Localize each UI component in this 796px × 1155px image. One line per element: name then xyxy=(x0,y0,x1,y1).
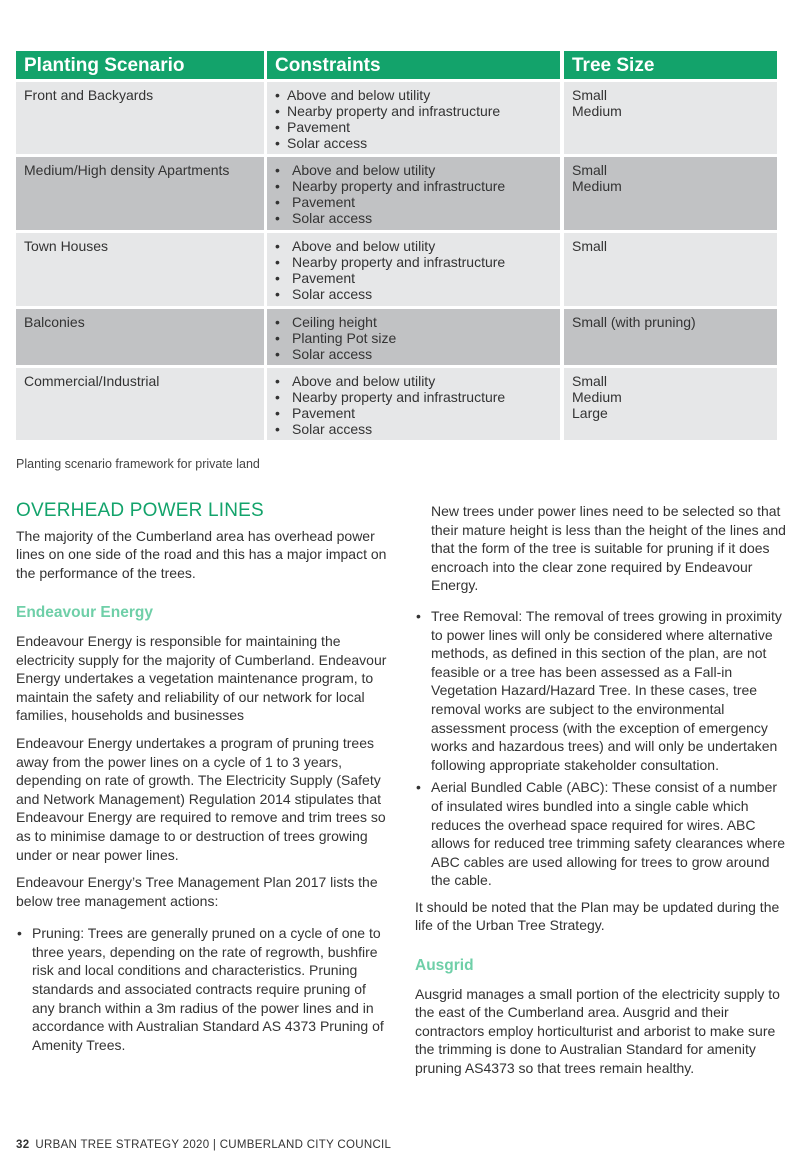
tree-size-cell xyxy=(564,233,777,306)
left-column xyxy=(16,502,388,1054)
page-footer xyxy=(16,1139,391,1151)
scenario-cell: Commercial/Industrial xyxy=(16,368,264,440)
tree-size-cell xyxy=(564,368,777,440)
constraint-item: • Solar access xyxy=(275,135,552,151)
tree-size-value: Small (with pruning) xyxy=(572,314,696,330)
constraint-item: • Pavement xyxy=(275,194,552,210)
list-item-tree-removal: • Tree Removal: The removal of trees growing in proximity to power lines will only be considered where alternative methods, as defined in this section of the plan, are not feasible or a tree has been assessed as a Fall-in Vegetation Hazard/Hazard Tree. In these cases, tree removal works are subject to the environmental assessment process (with the exception of emergency works and hazardous trees) and will only be undertaken following appropriate stakeholder consultation. xyxy=(415,607,787,774)
constraint-item: • Nearby property and infrastructure xyxy=(275,389,552,405)
constraint-item: • Solar access xyxy=(275,286,552,302)
paragraph: Endeavour Energy’s Tree Management Plan 2017 lists the below tree management actions: xyxy=(16,874,378,909)
actions-list-continued xyxy=(415,607,787,890)
scenario-cell: Medium/High density Apartments xyxy=(16,157,264,230)
continued-paragraph: New trees under power lines need to be selected so that their mature height is less than the height of the lines and that the form of the tree is suitable for pruning if it does encroach into the clear zone required by Endeavour Energy. xyxy=(431,503,786,594)
list-item-pruning: • Pruning: Trees are generally pruned on a cycle of one to three years, depending on the rate of regrowth, bushfire risk and local conditions and characteristics. Pruning standards and associated contracts require pruning of any branch within a 3m radius of the power lines and in accordance with Australian Standard AS 4373 Pruning of Amenity Trees. xyxy=(16,924,388,1054)
header-constraints: Constraints xyxy=(267,51,560,79)
constraint-item: • Solar access xyxy=(275,346,552,362)
footer-title: URBAN TREE STRATEGY 2020 | CUMBERLAND CITY COUNCIL xyxy=(35,1139,392,1151)
tree-size-cell xyxy=(564,157,777,230)
constraint-item: • Above and below utility xyxy=(275,162,552,178)
subheading-ausgrid: Ausgrid xyxy=(415,957,474,975)
tree-size-value: Small xyxy=(572,162,608,178)
tree-size-cell xyxy=(564,82,777,154)
tree-size-cell xyxy=(564,309,777,365)
table-row xyxy=(16,157,777,230)
table-row xyxy=(16,233,777,306)
actions-list xyxy=(16,924,388,1054)
header-tree-size: Tree Size xyxy=(564,51,777,79)
constraint-item: • Planting Pot size xyxy=(275,330,552,346)
table-row xyxy=(16,82,777,154)
table-caption: Planting scenario framework for private land xyxy=(16,457,260,471)
tree-size-value: Large xyxy=(572,405,608,421)
paragraph: Ausgrid manages a small portion of the electricity supply to the east of the Cumberland area. Ausgrid and their contractors employ horticulturist and arborist to make sure the trimming is done to Australian Standard for amenity pruning AS4373 so that trees remain healthy. xyxy=(415,985,780,1077)
tree-size-value: Small xyxy=(572,373,608,389)
constraints-cell xyxy=(267,309,560,365)
list-item-abc: • Aerial Bundled Cable (ABC): These consist of a number of insulated wires bundled into a single cable which reduces the overhead space required for wires. ABC allows for reduced tree trimming safety clearances where ABC cables are used allowing for trees to grow around the cable. xyxy=(415,778,787,890)
header-planting-scenario: Planting Scenario xyxy=(16,51,264,79)
tree-size-value: Medium xyxy=(572,178,622,194)
constraint-item: • Nearby property and infrastructure xyxy=(275,103,552,119)
table-row xyxy=(16,368,777,440)
paragraph: Endeavour Energy is responsible for maintaining the electricity supply for the majority of Cumberland. Endeavour Energy undertakes a vegetation maintenance program, to maintain the safety and reliability of our network for local families, households and businesses xyxy=(16,632,387,724)
constraint-item: • Pavement xyxy=(275,270,552,286)
constraint-item: • Solar access xyxy=(275,421,552,437)
tree-size-value: Small xyxy=(572,87,608,103)
paragraph: Endeavour Energy undertakes a program of pruning trees away from the power lines on a cycle of 1 to 3 years, depending on rate of growth. The Electricity Supply (Safety and Network Management) Regulation 2014 stipulates that Endeavour Energy are required to remove and trim trees so as to minimise damage to or destruction of trees growing under or near power lines. xyxy=(16,734,386,863)
subheading-endeavour-energy: Endeavour Energy xyxy=(16,604,153,622)
constraint-item: • Nearby property and infrastructure xyxy=(275,178,552,194)
constraints-cell xyxy=(267,368,560,440)
constraint-item: • Ceiling height xyxy=(275,314,552,330)
constraint-item: • Above and below utility xyxy=(275,373,552,389)
constraint-item: • Nearby property and infrastructure xyxy=(275,254,552,270)
constraint-item: • Above and below utility xyxy=(275,238,552,254)
right-column xyxy=(415,502,787,1087)
tree-size-value: Small xyxy=(572,238,608,254)
page-number: 32 xyxy=(16,1139,30,1151)
constraint-item: • Solar access xyxy=(275,210,552,226)
constraints-cell xyxy=(267,233,560,306)
planting-scenario-table xyxy=(16,51,777,440)
scenario-cell: Front and Backyards xyxy=(16,82,264,154)
table-row xyxy=(16,309,777,365)
tree-size-value: Medium xyxy=(572,103,622,119)
constraints-cell xyxy=(267,82,560,154)
tree-size-value: Medium xyxy=(572,389,622,405)
constraints-cell xyxy=(267,157,560,230)
section-heading: OVERHEAD POWER LINES xyxy=(16,500,264,521)
table-header xyxy=(16,51,777,79)
constraint-item: • Above and below utility xyxy=(275,87,552,103)
scenario-cell: Balconies xyxy=(16,309,264,365)
note-paragraph: It should be noted that the Plan may be updated during the life of the Urban Tree Strategy. xyxy=(415,898,780,934)
scenario-cell: Town Houses xyxy=(16,233,264,306)
constraint-item: • Pavement xyxy=(275,405,552,421)
intro-paragraph: The majority of the Cumberland area has overhead power lines on one side of the road and this has a major impact on the performance of the trees. xyxy=(16,527,387,581)
constraint-item: • Pavement xyxy=(275,119,552,135)
